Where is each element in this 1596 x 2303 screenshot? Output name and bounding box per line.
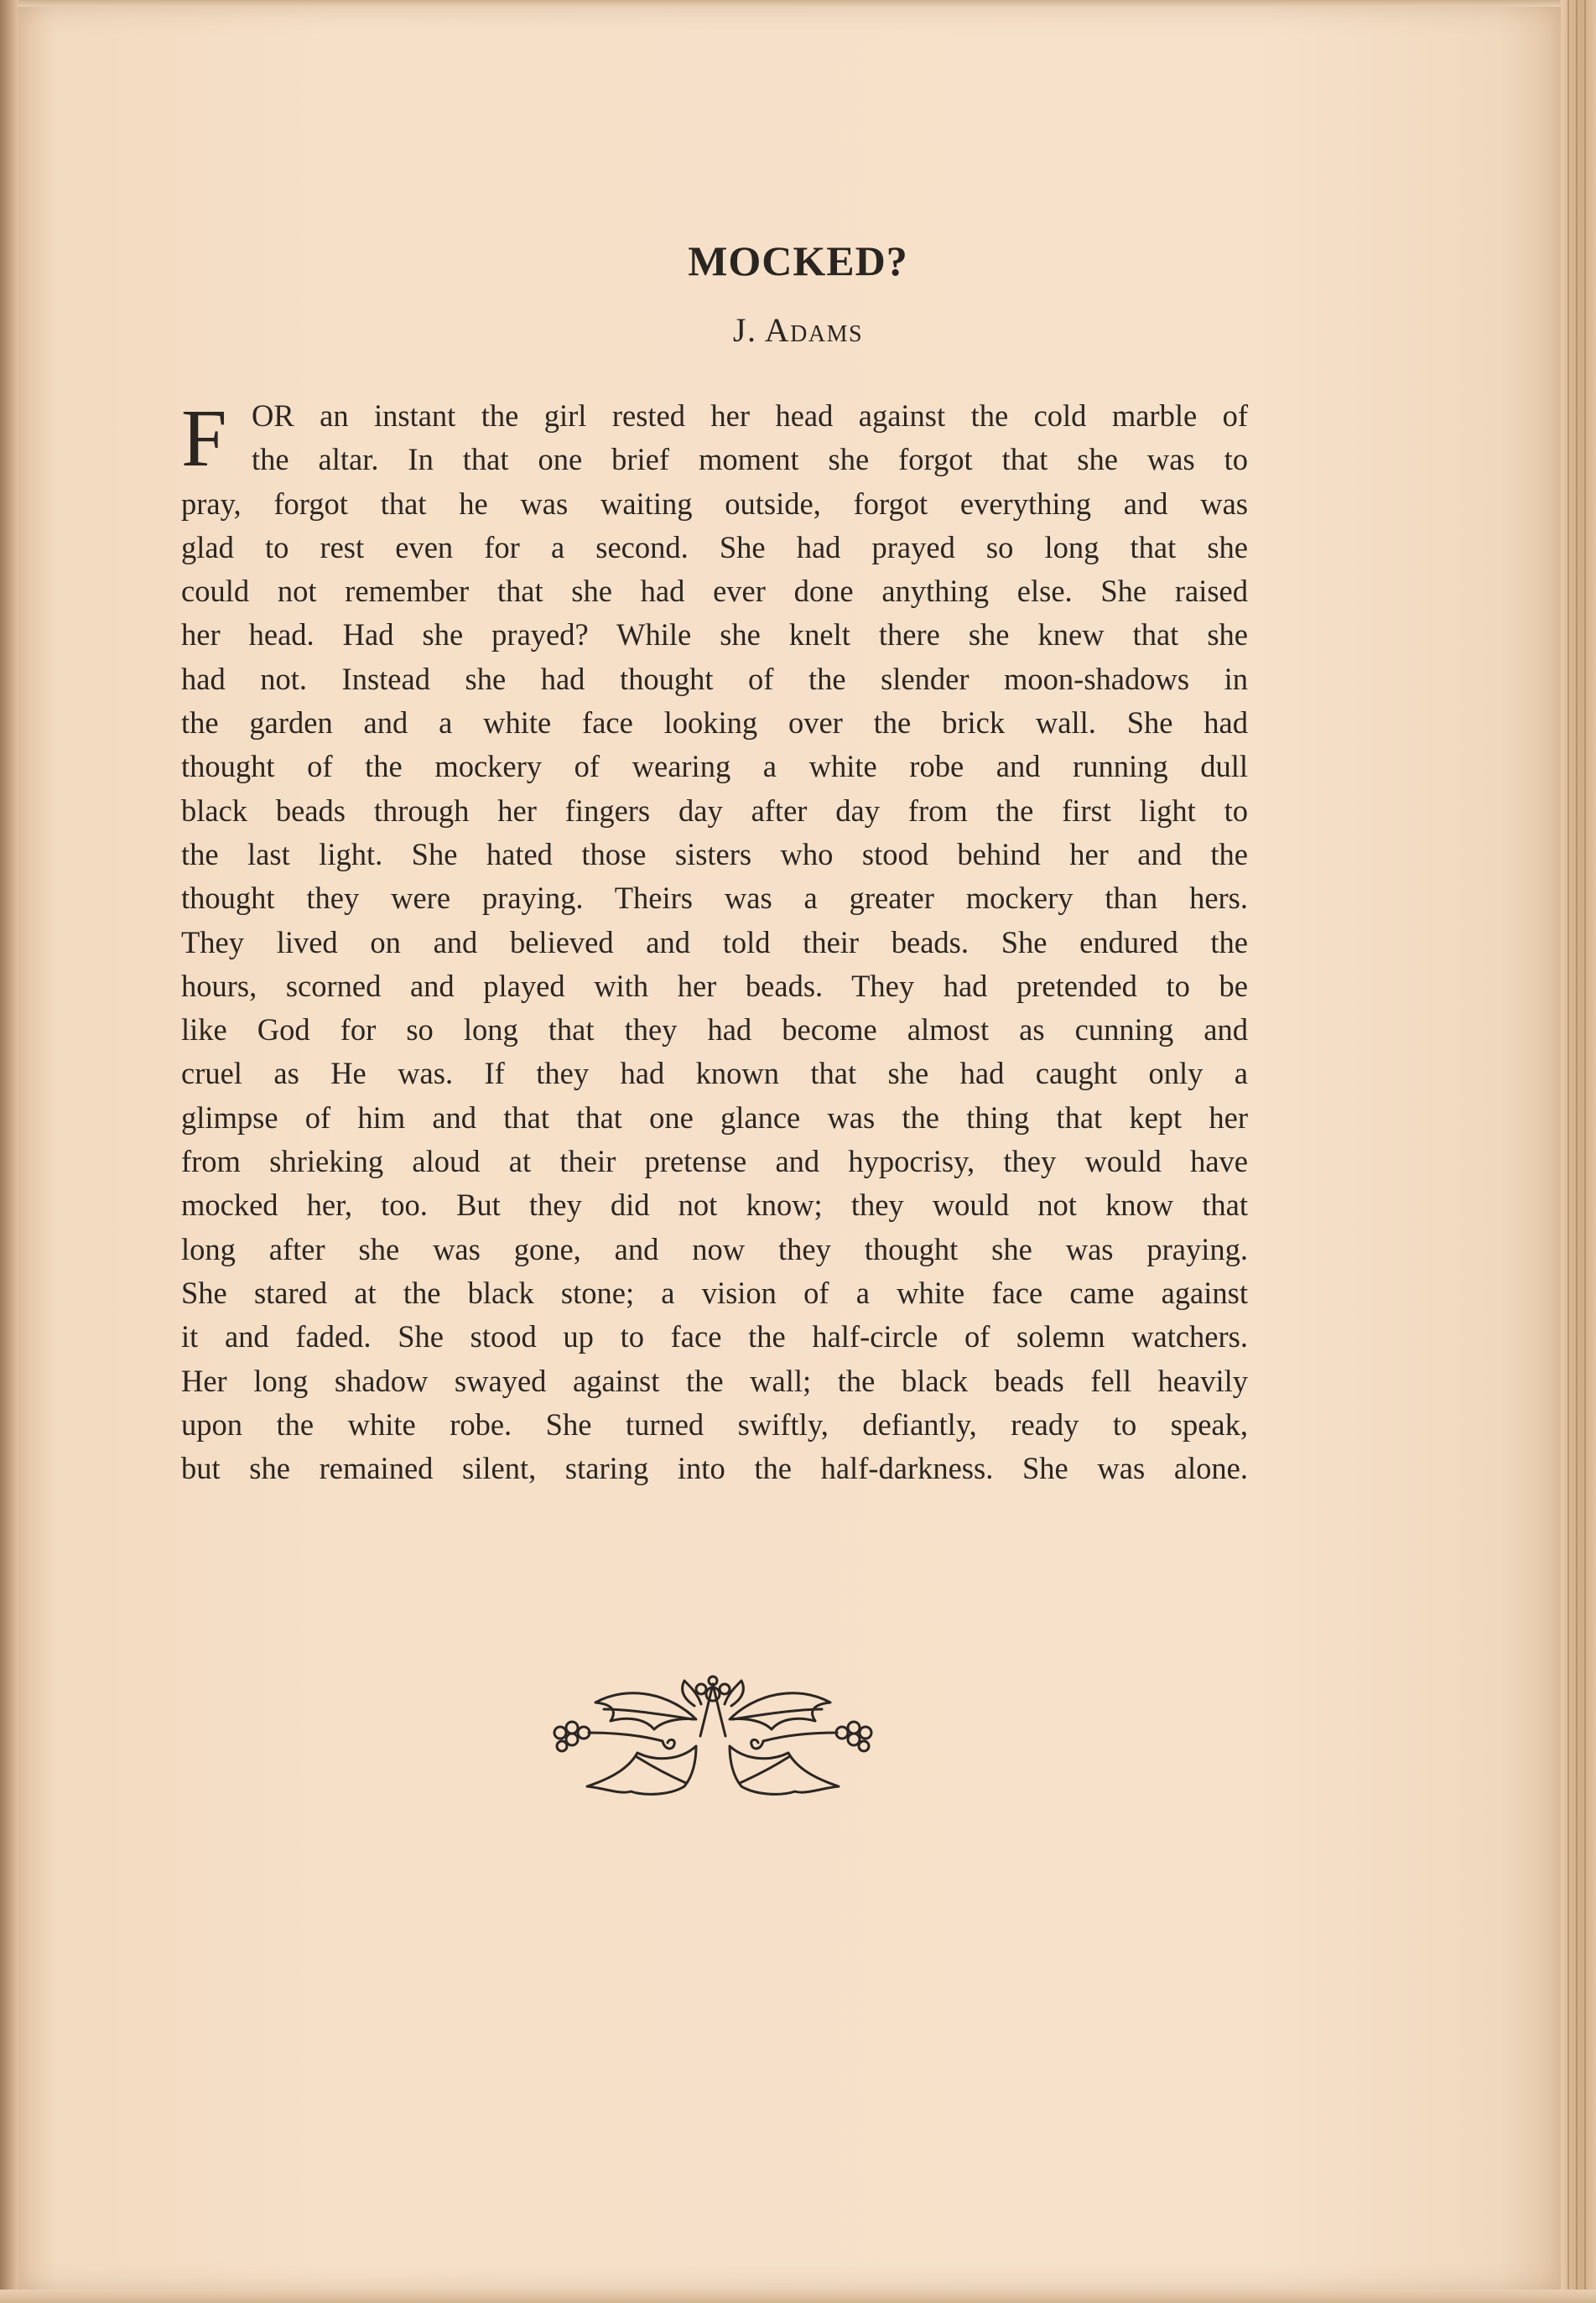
body-line: the last light. She hated those sisters who stood behind her and the bbox=[181, 836, 1248, 871]
vine-leaf-ornament-icon bbox=[537, 1669, 889, 1803]
body-line: mocked her, too. But they did not know; they would not know that bbox=[181, 1188, 1248, 1223]
body-line: upon the white robe. She turned swiftly, defiantly, ready to speak, bbox=[181, 1406, 1248, 1442]
body-line: Her long shadow swayed against the wall; the black beads fell heavily bbox=[181, 1363, 1248, 1398]
body-line: glimpse of him and that that one glance was the thing that kept her bbox=[181, 1100, 1248, 1135]
body-line: cruel as He was. If they had known that she had caught only a bbox=[181, 1056, 1248, 1091]
body-line: like God for so long that they had become almost as cunning and bbox=[181, 1012, 1248, 1048]
drop-cap: F bbox=[181, 393, 227, 484]
body-line: the garden and a white face looking over the brick wall. She had bbox=[181, 705, 1248, 741]
story-body bbox=[181, 394, 1248, 1490]
body-line: could not remember that she had ever done anything else. She raised bbox=[181, 574, 1248, 609]
body-line: glad to rest even for a second. She had prayed so long that she bbox=[181, 529, 1248, 564]
story-title: MOCKED? bbox=[688, 237, 908, 284]
body-line: long after she was gone, and now they thought she was praying. bbox=[181, 1231, 1248, 1266]
story-author: J. Adams bbox=[732, 311, 864, 349]
body-line: pray, forgot that he was waiting outside, forgot everything and was bbox=[181, 486, 1248, 521]
page-bottom-edge bbox=[0, 2290, 1596, 2303]
body-line: black beads through her fingers day after day from the first light to bbox=[181, 793, 1248, 828]
body-line: it and faded. She stood up to face the half-circle of solemn watchers. bbox=[181, 1319, 1248, 1354]
body-line: had not. Instead she had thought of the slender moon-shadows in bbox=[181, 661, 1248, 696]
body-line: They lived on and believed and told their beads. She endured the bbox=[181, 924, 1248, 959]
body-line: the altar. In that one brief moment she forgot that she was to bbox=[252, 442, 1248, 477]
body-line: hours, scorned and played with her beads. They had pretended to be bbox=[181, 968, 1248, 1003]
body-line: from shrieking aloud at their pretense and hypocrisy, they would have bbox=[181, 1144, 1248, 1179]
page-top-edge bbox=[0, 0, 1596, 7]
body-line: her head. Had she prayed? While she knelt there she knew that she bbox=[181, 617, 1248, 652]
body-line: She stared at the black stone; a vision of a white face came against bbox=[181, 1275, 1248, 1310]
body-line: thought of the mockery of wearing a white robe and running dull bbox=[181, 749, 1248, 784]
body-line: thought they were praying. Theirs was a greater mockery than hers. bbox=[181, 881, 1248, 916]
body-line: OR an instant the girl rested her head against the cold marble of bbox=[252, 398, 1248, 433]
body-line: but she remained silent, staring into the half-darkness. She was alone. bbox=[181, 1451, 1248, 1486]
